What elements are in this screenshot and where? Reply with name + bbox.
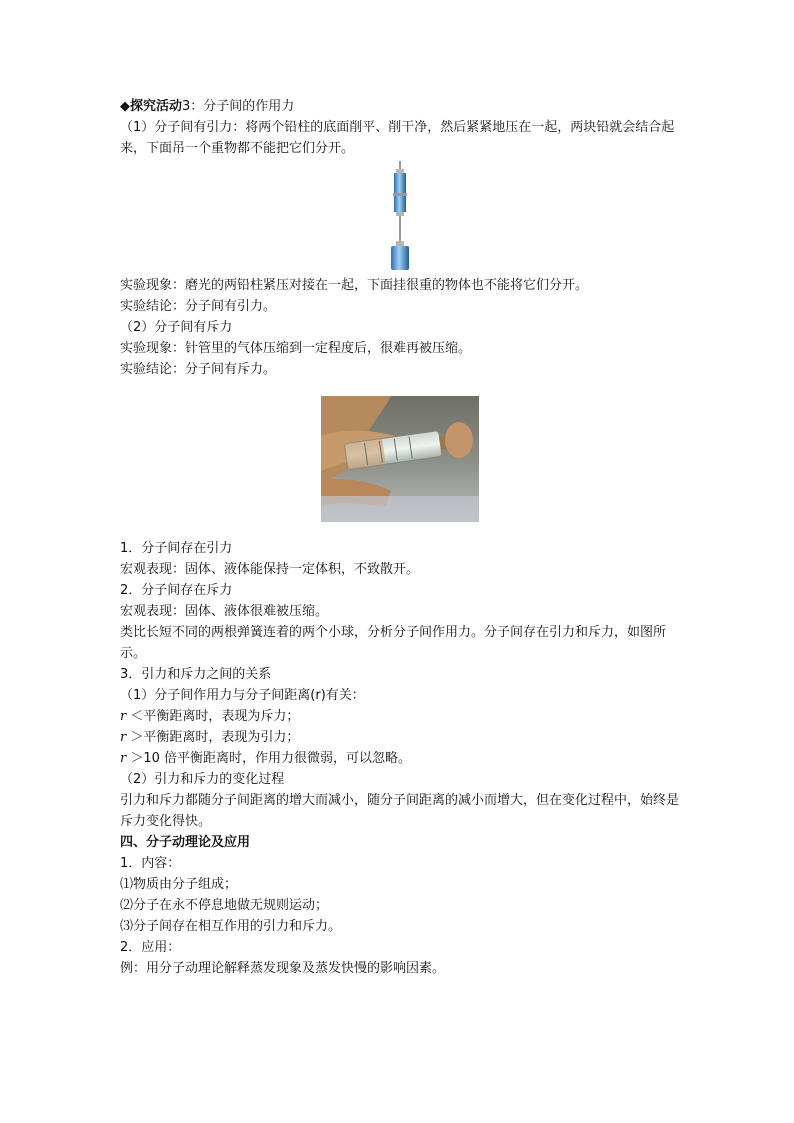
r-greater-than-line bbox=[120, 727, 680, 748]
repulsion-conclusion: 实验结论：分子间有斥力。 bbox=[120, 362, 277, 377]
lead-cylinder-figure bbox=[120, 161, 680, 273]
r-less-than-line bbox=[120, 706, 680, 727]
r-symbol: r bbox=[120, 730, 127, 745]
r-less-than-text: ＜平衡距离时，表现为斥力； bbox=[130, 709, 300, 724]
point-3-title: 3．引力和斥力之间的关系 bbox=[120, 667, 272, 682]
content-item-2: ⑵分子在永不停息地做无规则运动； bbox=[120, 898, 329, 913]
r-far-text: ＞10 倍平衡距离时，作用力很微弱，可以忽略。 bbox=[130, 751, 412, 766]
point-3-description: 引力和斥力都随分子间距离的增大而减小，随分子间距离的减小而增大，但在变化过程中，始终是斥力变化得快。 bbox=[120, 793, 680, 829]
activity-subtitle: 3：分子间的作用力 bbox=[182, 99, 295, 114]
point-3-sub1: （1）分子间作用力与分子间距离(r)有关： bbox=[120, 688, 365, 703]
r-symbol: r bbox=[120, 709, 127, 724]
r-greater-than-text: ＞平衡距离时，表现为引力； bbox=[130, 730, 300, 745]
r-far-line bbox=[120, 748, 680, 769]
point-1-title: 1．分子间存在引力 bbox=[120, 541, 233, 556]
document-page bbox=[120, 96, 680, 979]
attraction-phenomenon: 实验现象：磨光的两铅柱紧压对接在一起，下面挂很重的物体也不能将它们分开。 bbox=[120, 278, 589, 293]
diamond-bullet-icon: ◆ bbox=[120, 99, 130, 114]
content-item-3: ⑶分子间存在相互作用的引力和斥力。 bbox=[120, 919, 342, 934]
content-title: 1．内容： bbox=[120, 856, 181, 871]
repulsion-heading: （2）分子间有斥力 bbox=[120, 320, 233, 335]
content-item-1: ⑴物质由分子组成； bbox=[120, 877, 238, 892]
repulsion-phenomenon: 实验现象：针管里的气体压缩到一定程度后，很难再被压缩。 bbox=[120, 341, 472, 356]
attraction-conclusion: 实验结论：分子间有引力。 bbox=[120, 299, 277, 314]
point-3-sub2: （2）引力和斥力的变化过程 bbox=[120, 772, 285, 787]
syringe-photo-figure bbox=[120, 394, 680, 524]
r-symbol: r bbox=[120, 751, 127, 766]
syringe-photo bbox=[321, 396, 479, 522]
point-1-macro: 宏观表现：固体、液体能保持一定体积，不致散开。 bbox=[120, 562, 420, 577]
lead-cylinder-illustration bbox=[388, 161, 412, 273]
point-2-title: 2．分子间存在斥力 bbox=[120, 583, 233, 598]
attraction-intro: （1）分子间有引力：将两个铅柱的底面削平、削干净，然后紧紧地压在一起，两块铅就会结合起来，下面吊一个重物都不能把它们分开。 bbox=[120, 120, 675, 156]
spring-analogy: 类比长短不同的两根弹簧连着的两个小球，分析分子间作用力。分子间存在引力和斥力，如图所示。 bbox=[120, 625, 667, 661]
activity-title: 探究活动 bbox=[130, 99, 183, 114]
section-4-title: 四、分子动理论及应用 bbox=[120, 835, 251, 850]
application-example: 例：用分子动理论解释蒸发现象及蒸发快慢的影响因素。 bbox=[120, 961, 446, 976]
point-2-macro: 宏观表现：固体、液体很难被压缩。 bbox=[120, 604, 329, 619]
application-title: 2．应用： bbox=[120, 940, 181, 955]
activity-heading bbox=[120, 96, 680, 117]
